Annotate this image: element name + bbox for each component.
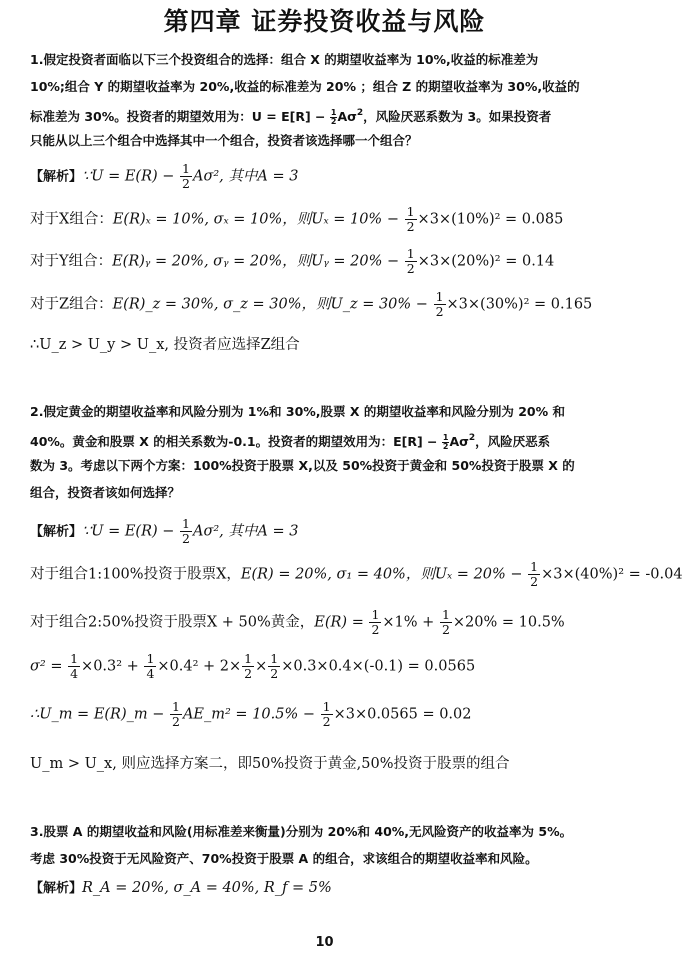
question-2-line-3: 数为 3。考虑以下两个方案：100%投资于股票 X,以及 50%投资于黄金和 50%投资于股票 X 的 (30, 458, 575, 473)
question-2-line-1: 2.假定黄金的期望收益率和风险分别为 1%和 30%,股票 X 的期望收益率和风险分别为 20% 和 (30, 404, 566, 419)
question-2 (30, 398, 622, 506)
question-1-line-3: 标准差为 30%。投资者的期望效用为：U = E[R] − $\frac{1}{2}$ $A\sigma^2$，风险厌恶系数为 3。如果投资者 (30, 108, 552, 126)
answer-1-intro: 【解析】∵U = E(R) − $\frac{1}{2}$ Aσ², 其中A = 3 (30, 161, 299, 191)
answer-2-utility-m: ∴U_m = E(R)_m − $\frac{1}{2}$ AE_m² = 10.5% − $\frac{1}{2}$ ×3×0.0565 = 0.02 (30, 699, 472, 729)
answer-3: 【解析】R_A = 20%, σ_A = 40%, R_f = 5% (30, 880, 332, 896)
answer-2-intro: 【解析】∵U = E(R) − $\frac{1}{2}$ Aσ², 其中A = 3 (30, 516, 299, 546)
question-3-line-2: 考虑 30%投资于无风险资产、70%投资于股票 A 的组合，求该组合的期望收益率和风险。 (30, 851, 538, 866)
answer-2-conclusion: U_m > U_x, 则应选择方案二，即50%投资于黄金,50%投资于股票的组合 (30, 756, 510, 772)
question-2-line-4: 组合，投资者该如何选择？ (30, 485, 181, 500)
question-3-line-1: 3.股票 A 的期望收益和风险(用标准差来衡量)分别为 20%和 40%,无风险资产的收益率为 5%。 (30, 824, 573, 839)
question-1-line-2: 10%;组合 Y 的期望收益率为 20%,收益的标准差为 20% ；组合 Z 的期望收益率为 30%,收益的 (30, 79, 580, 94)
answer-1-portfolio-x: 对于X组合：E(R)ₓ = 10%, σₓ = 10%，则Uₓ = 10% − $\frac{1}{2}$ ×3×(10%)² = 0.085 (30, 204, 564, 234)
question-2-line-2: 40%。黄金和股票 X 的相关系数为-0.1。投资者的期望效用为：E[R] − $\frac{1}{2}$ $A\sigma^2$，风险厌恶系 (30, 433, 551, 451)
answer-1-portfolio-y: 对于Y组合：E(R)ᵧ = 20%, σᵧ = 20%，则Uᵧ = 20% − $\frac{1}{2}$ ×3×(20%)² = 0.14 (30, 246, 555, 276)
answer-2-variance: σ² = $\frac{1}{4}$ ×0.3² + $\frac{1}{4}$ ×0.4² + 2× $\frac{1}{2}$ × $\frac{1}{2}$ ×0.3×0.4×(-0.1) = 0.0565 (30, 651, 476, 681)
question-1-line-4: 只能从以上三个组合中选择其中一个组合，投资者该选择哪一个组合？ (30, 133, 418, 148)
chapter-title: 第四章 证券投资收益与风险 (163, 7, 486, 36)
question-1-line-1: 1.假定投资者面临以下三个投资组合的选择：组合 X 的期望收益率为 10%,收益的标准差为 (30, 52, 539, 67)
answer-2-option-1: 对于组合1:100%投资于股票X，E(R) = 20%, σ₁ = 40%，则Uₓ = 20% − $\frac{1}{2}$ ×3×(40%)² = -0.04 (30, 559, 683, 589)
answer-2-option-2: 对于组合2:50%投资于股票X + 50%黄金，E(R) = $\frac{1}{2}$ ×1% + $\frac{1}{2}$ ×20% = 10.5% (30, 607, 565, 637)
answer-1-portfolio-z: 对于Z组合：E(R)_z = 30%, σ_z = 30%，则U_z = 30% − $\frac{1}{2}$ ×3×(30%)² = 0.165 (30, 289, 593, 319)
fraction-one-half: $\frac{1}{2}$ (330, 108, 337, 126)
page-number: 10 (315, 935, 334, 950)
question-3 (30, 818, 622, 872)
question-1 (30, 46, 622, 154)
answer-1-conclusion: ∴U_z > U_y > U_x, 投资者应选择Z组合 (30, 337, 300, 353)
